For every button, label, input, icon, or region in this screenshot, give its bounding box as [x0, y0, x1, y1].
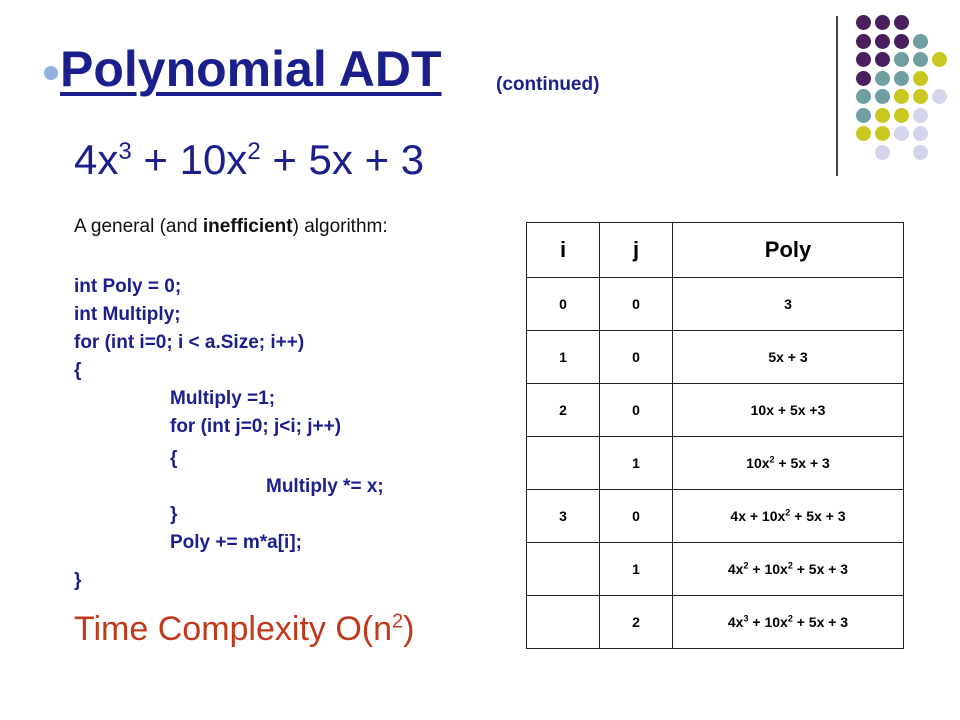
text-part: + 10x — [131, 136, 248, 183]
intro-emphasis: inefficient — [202, 216, 293, 237]
text-part: + 5x + 3 — [774, 455, 830, 471]
decorative-dot-icon — [894, 71, 909, 86]
decorative-dot-icon — [894, 34, 909, 49]
table-row — [527, 437, 904, 490]
iteration-table — [526, 222, 904, 649]
intro-text-after: ) algorithm: — [292, 216, 388, 237]
decorative-dot-icon — [856, 108, 871, 123]
decorative-dot-icon — [856, 34, 871, 49]
code-line: { — [170, 448, 178, 469]
cell-poly — [673, 596, 904, 649]
algorithm-intro — [74, 216, 388, 238]
text-part: 4x — [727, 614, 744, 630]
cell-poly — [673, 490, 904, 543]
decorative-dot-icon — [875, 15, 890, 30]
decorative-dot-icon — [913, 145, 928, 160]
text-part: + 10x — [748, 614, 788, 630]
cell-j: 0 — [600, 384, 673, 437]
decorative-dot-icon — [856, 71, 871, 86]
text-part: + 5x + 3 — [260, 136, 425, 183]
text-part: + 10x — [748, 561, 788, 577]
code-line: Multiply =1; — [170, 388, 276, 409]
decorative-dot-icon — [856, 15, 871, 30]
text-part: 4x + 10x — [730, 508, 786, 524]
decorative-dot-icon — [875, 145, 890, 160]
table-row — [527, 490, 904, 543]
decorative-dot-icon — [875, 52, 890, 67]
table-row — [527, 543, 904, 596]
cell-i: 0 — [527, 278, 600, 331]
cell-i — [527, 437, 600, 490]
text-part: + 5x + 3 — [790, 508, 846, 524]
time-complexity — [74, 610, 414, 649]
cell-poly — [673, 543, 904, 596]
header-i: i — [527, 223, 600, 278]
decorative-dot-icon — [913, 108, 928, 123]
title-bullet-icon — [44, 66, 58, 80]
text-part: 5x + 3 — [768, 349, 808, 365]
table-row — [527, 596, 904, 649]
code-line: int Poly = 0; — [74, 276, 182, 297]
superscript: 2 — [743, 560, 749, 571]
header-j: j — [600, 223, 673, 278]
slide-subtitle: (continued) — [496, 74, 600, 95]
decorative-dot-icon — [875, 126, 890, 141]
code-line: { — [74, 360, 82, 381]
code-line: int Multiply; — [74, 304, 181, 325]
code-line: } — [170, 504, 178, 525]
decorative-dot-icon — [894, 15, 909, 30]
decorative-dot-icon — [913, 34, 928, 49]
cell-j: 0 — [600, 490, 673, 543]
cell-j: 1 — [600, 543, 673, 596]
text-part: 4x — [74, 136, 119, 183]
header-poly: Poly — [673, 223, 904, 278]
superscript: 2 — [769, 454, 775, 465]
decorative-dot-icon — [875, 108, 890, 123]
decorative-dot-icon — [913, 126, 928, 141]
decorative-divider — [836, 16, 838, 176]
text-part: 4x — [727, 561, 744, 577]
table-row — [527, 331, 904, 384]
decorative-dot-icon — [875, 71, 890, 86]
decorative-dot-icon — [856, 52, 871, 67]
code-line: Multiply *= x; — [266, 476, 384, 497]
cell-poly — [673, 331, 904, 384]
cell-i: 1 — [527, 331, 600, 384]
decorative-dot-icon — [913, 71, 928, 86]
text-part: 3 — [784, 296, 792, 312]
cell-j: 2 — [600, 596, 673, 649]
cell-i: 2 — [527, 384, 600, 437]
superscript: 2 — [787, 560, 793, 571]
text-part: 10x + 5x +3 — [750, 402, 826, 418]
decorative-dot-icon — [856, 89, 871, 104]
cell-i — [527, 596, 600, 649]
cell-j: 1 — [600, 437, 673, 490]
slide-title: Polynomial ADT — [60, 41, 442, 97]
code-line: Poly += m*a[i]; — [170, 532, 302, 553]
decorative-dot-icon — [875, 89, 890, 104]
cell-poly — [673, 278, 904, 331]
decorative-dot-icon — [894, 52, 909, 67]
superscript: 3 — [118, 138, 132, 165]
polynomial-formula — [74, 136, 424, 184]
text-part: + 5x + 3 — [792, 614, 849, 630]
table-row — [527, 278, 904, 331]
decorative-dot-icon — [875, 34, 890, 49]
cell-poly — [673, 437, 904, 490]
table-header-row — [527, 223, 904, 278]
superscript: 2 — [787, 613, 793, 624]
table-body — [527, 278, 904, 649]
decorative-dot-icon — [856, 126, 871, 141]
cell-j: 0 — [600, 278, 673, 331]
intro-text-before: A general (and — [74, 216, 203, 237]
decorative-dot-icon — [932, 89, 947, 104]
cell-j: 0 — [600, 331, 673, 384]
cell-i — [527, 543, 600, 596]
text-part: ) — [403, 610, 415, 648]
cell-i: 3 — [527, 490, 600, 543]
decorative-dot-icon — [932, 52, 947, 67]
decorative-dot-icon — [894, 108, 909, 123]
text-part: Time Complexity O(n — [74, 610, 393, 648]
decorative-dot-icon — [913, 89, 928, 104]
decorative-dot-icon — [913, 52, 928, 67]
decorative-dot-icon — [894, 89, 909, 104]
code-line: for (int i=0; i < a.Size; i++) — [74, 332, 305, 353]
text-part: 10x — [746, 455, 770, 471]
cell-poly — [673, 384, 904, 437]
superscript: 3 — [743, 613, 749, 624]
code-line: for (int j=0; j<i; j++) — [170, 416, 342, 437]
code-line: } — [74, 570, 82, 591]
text-part: + 5x + 3 — [792, 561, 849, 577]
decorative-dot-icon — [894, 126, 909, 141]
superscript: 2 — [392, 610, 404, 633]
superscript: 2 — [785, 507, 791, 518]
superscript: 2 — [247, 138, 261, 165]
table-row — [527, 384, 904, 437]
